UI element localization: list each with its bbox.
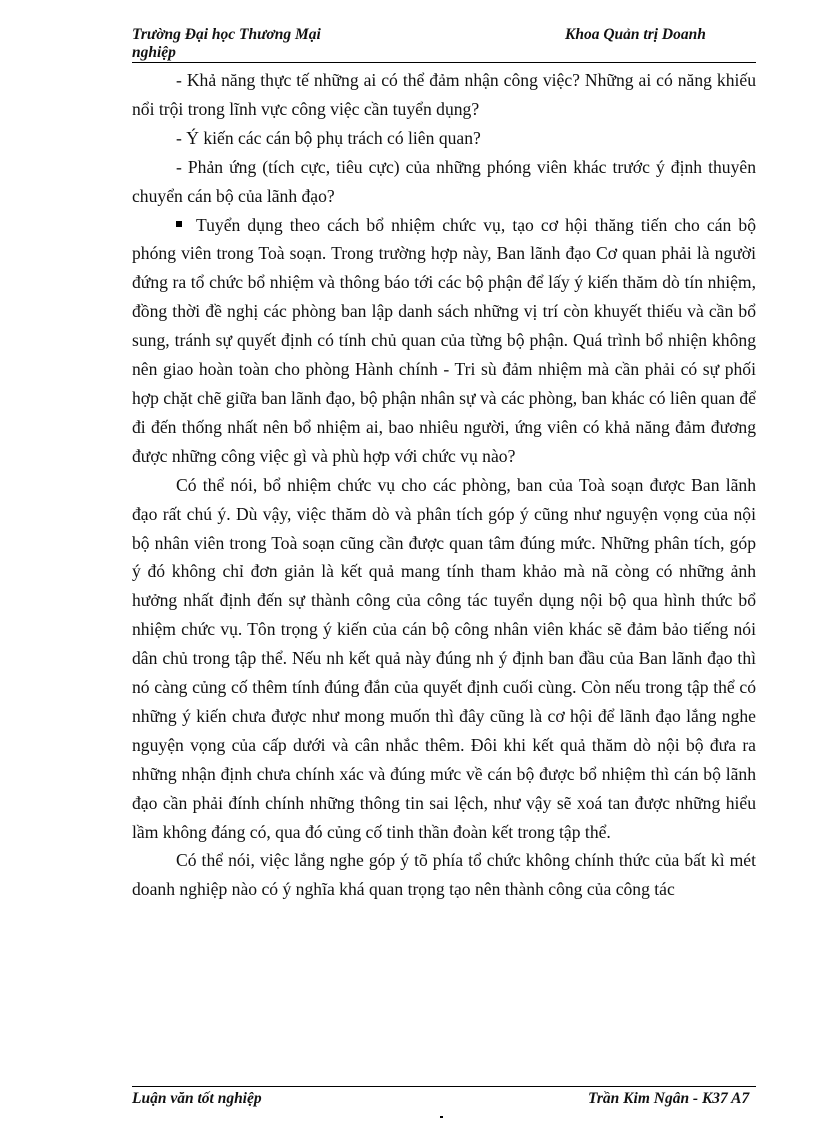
document-body (132, 66, 756, 904)
footer-title: Luận văn tốt nghiệp (132, 1090, 262, 1107)
paragraph-dash-1: - Khả năng thực tế những ai có thể đảm nhận công việc? Những ai có năng khiếu nổi trội trong lĩnh vực công việc cần tuyển dụng? (132, 70, 756, 119)
paragraph-appointment: Có thể nói, bổ nhiệm chức vụ cho các phòng, ban của Toà soạn được Ban lãnh đạo rất chú ý. Dù vậy, việc thăm dò và phân tích góp ý cũng như nguyện vọng của nội bộ nhân viên trong Toà soạn cũng cần được quan tâm đúng mức. Những phân tích, góp ý đó không chỉ đơn giản là kết quả mang tính tham khảo mà nã còng có những ảnh hưởng nhất định đến sự thành công của công tác tuyển dụng nội bộ qua hình thức bổ nhiệm chức vụ. Tôn trọng ý kiến của cán bộ công nhân viên khác sẽ đảm bảo tiếng nói dân chủ trong tập thể. Nếu nh kết quả này đúng nh ý định ban đầu của Ban lãnh đạo thì nó càng củng cố thêm tính đúng đắn của quyết định cuối cùng. Còn nếu trong tập thể có những ý kiến chưa được như mong muốn thì đây cũng là cơ hội để lãnh đạo lắng nghe nguyện vọng của cấp dưới và cân nhắc thêm. Đôi khi kết quả thăm dò nội bộ đưa ra những nhận định chưa chính xác và đúng mức về cán bộ được bổ nhiệm thì cán bộ lãnh đạo cần phải đính chính những thông tin sai lệch, như vậy sẽ xoá tan được những hiểu lầm không đáng có, qua đó củng cố tinh thần đoàn kết trong tập thể. (132, 474, 756, 842)
square-bullet-icon (176, 221, 182, 227)
paragraph-dash-2: - Ý kiến các cán bộ phụ trách có liên quan? (176, 127, 481, 148)
paragraph-bullet (132, 211, 756, 471)
header-faculty: Khoa Quản trị Doanh (565, 26, 706, 43)
header-left (132, 26, 321, 62)
header-continuation: nghiệp (132, 44, 176, 61)
footer-rule (132, 1086, 756, 1087)
header-rule (132, 62, 756, 63)
paragraph-bullet-text: Tuyển dụng theo cách bổ nhiệm chức vụ, tạo cơ hội thăng tiến cho cán bộ phóng viên trong Toà soạn. Trong trường hợp này, Ban lãnh đạo Cơ quan phải là người đứng ra tổ chức bổ nhiệm và thông báo tới các bộ phận để lấy ý kiến thăm dò tín nhiệm, đồng thời đề nghị các phòng ban lập danh sách những vị trí còn khuyết thiếu và cần bổ sung, tránh sự quyết định có tính chủ quan của từng bộ phận. Quá trình bổ nhiện không nên giao hoàn toàn cho phòng Hành chính - Tri sù đảm nhiệm mà cần phải có sự phối hợp chặt chẽ giữa ban lãnh đạo, bộ phận nhân sự và các phòng, ban khác có liên quan để đi đến thống nhất nên bổ nhiệm ai, bao nhiêu người, ứng viên có khả năng đảm đương được những công việc gì và phù hợp với chức vụ nào? (132, 214, 756, 466)
page-number-mark (440, 1116, 443, 1118)
paragraph-dash-3: - Phản ứng (tích cực, tiêu cực) của những phóng viên khác trước ý định thuyên chuyển cán bộ của lãnh đạo? (132, 156, 756, 206)
footer-author: Trần Kim Ngân - K37 A7 (588, 1090, 750, 1107)
header-school: Trường Đại học Thương Mại (132, 26, 321, 43)
paragraph-closing: Có thể nói, việc lắng nghe góp ý tõ phía tổ chức không chính thức của bất kì mét doanh nghiệp nào có ý nghĩa khá quan trọng tạo nên thành công của công tác (132, 850, 756, 900)
